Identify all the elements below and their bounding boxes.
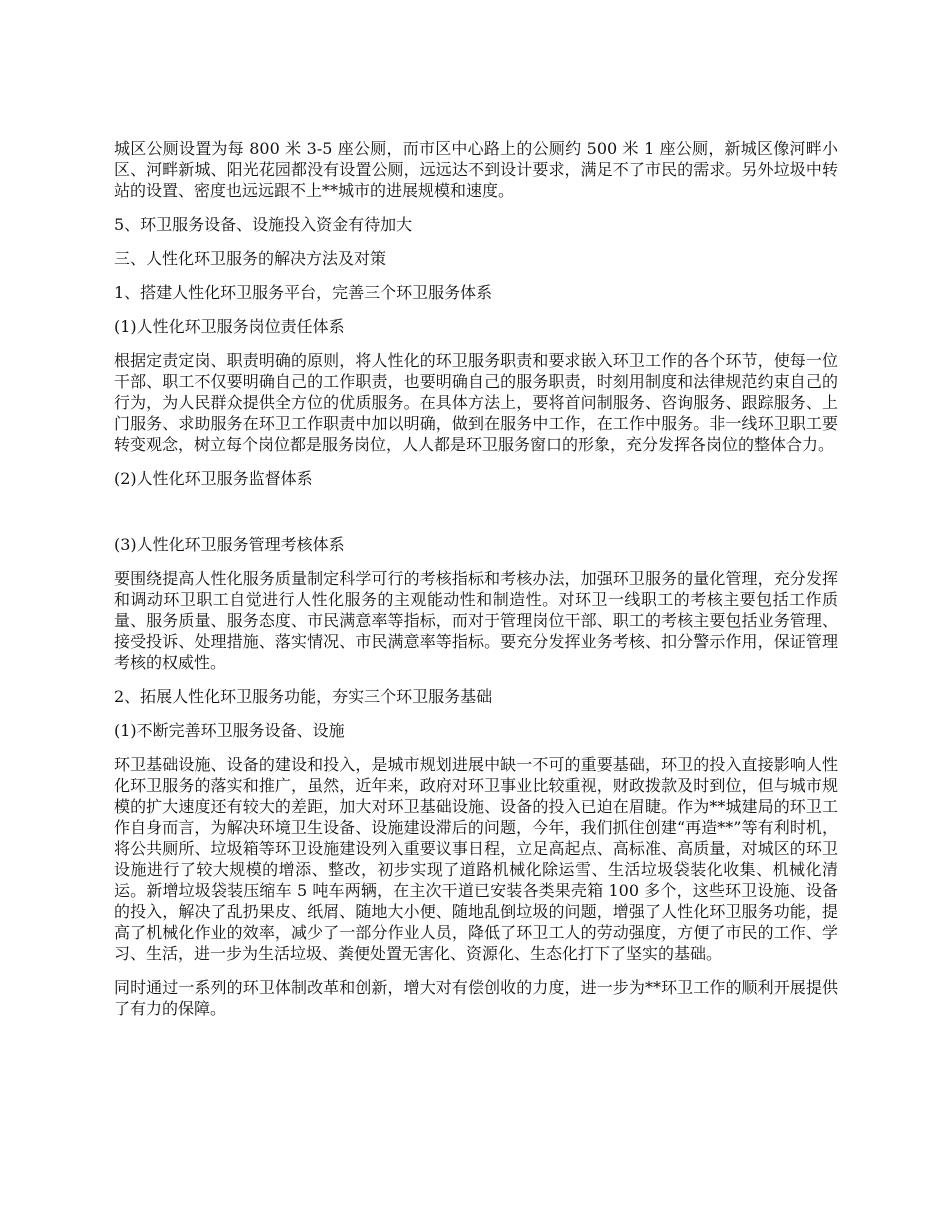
paragraph-public-toilets: 城区公厕设置为每 800 米 3-5 座公厕，而市区中心路上的公厕约 500 米 1 座公厕，新城区像河畔小区、河畔新城、阳光花园都没有设置公厕，远远达不到设计要求，满足不了市民的需求。另外垃圾中转站的设置、密度也远远跟不上**城市的进展规模和速度。 — [114, 139, 838, 200]
paragraph-responsibility: 根据定责定岗、职责明确的原则，将人性化的环卫服务职责和要求嵌入环卫工作的各个环节，使每一位干部、职工不仅要明确自己的工作职责，也要明确自己的服务职责，时刻用制度和法律规范约束自己的行为，为人民群众提供全方位的优质服务。在具体方法上，要将首问制服务、咨询服务、跟踪服务、上门服务、求助服务在环卫工作职责中加以明确，做到在服务中工作，在工作中服务。非一线环卫职工要转变观念，树立每个岗位都是服务岗位，人人都是环卫服务窗口的形象，充分发挥各岗位的整体合力。 — [114, 351, 838, 454]
heading-equipment: (1)不断完善环卫服务设备、设施 — [114, 721, 345, 740]
heading-supervision-system: (2)人性化环卫服务监督体系 — [114, 469, 313, 488]
heading-platform: 1、搭建人性化环卫服务平台，完善三个环卫服务体系 — [114, 283, 493, 302]
heading-service-functions: 2、拓展人性化环卫服务功能，夯实三个环卫服务基础 — [114, 687, 493, 706]
heading-section-three: 三、人性化环卫服务的解决方法及对策 — [114, 249, 387, 268]
heading-responsibility-system: (1)人性化环卫服务岗位责任体系 — [114, 317, 345, 336]
paragraph-reform: 同时通过一系列的环卫体制改革和创新，增大对有偿创收的力度，进一步为**环卫工作的顺利开展提供了有力的保障。 — [114, 978, 838, 1018]
paragraph-equipment: 环卫基础设施、设备的建设和投入，是城市规划进展中缺一不可的重要基础，环卫的投入直接影响人性化环卫服务的落实和推广，虽然，近年来，政府对环卫事业比较重视，财政拨款及时到位，但与城市规模的扩大速度还有较大的差距，加大对环卫基础设施、设备的投入已迫在眉睫。作为**城建局的环卫工作自身而言，为解决环境卫生设备、设施建设滞后的问题，今年，我们抓住创建“再造**”等有利时机，将公共厕所、垃圾箱等环卫设施建设列入重要议事日程，立足高起点、高标准、高质量，对城区的环卫设施进行了较大规模的增添、整改，初步实现了道路机械化除运雪、生活垃圾袋装化收集、机械化清运。新增垃圾袋装压缩车 5 吨车两辆，在主次干道已安装各类果壳箱 100 多个，这些环卫设施、设备的投入，解决了乱扔果皮、纸屑、随地大小便、随地乱倒垃圾的问题，增强了人性化环卫服务功能，提高了机械化作业的效率，减少了一部分作业人员，降低了环卫工人的劳动强度，方便了市民的工作、学习、生活，进一步为生活垃圾、粪便处置无害化、资源化、生态化打下了坚实的基础。 — [114, 755, 838, 963]
document-body — [114, 138, 838, 1032]
heading-funding: 5、环卫服务设备、设施投入资金有待加大 — [114, 215, 413, 234]
blank-space — [114, 502, 838, 534]
paragraph-assessment: 要围绕提高人性化服务质量制定科学可行的考核指标和考核办法，加强环卫服务的量化管理，充分发挥和调动环卫职工自觉进行人性化服务的主观能动性和制造性。对环卫一线职工的考核主要包括工作质量、服务质量、服务态度、市民满意率等指标，而对于管理岗位干部、职工的考核主要包括业务管理、接受投诉、处理措施、落实情况、市民满意率等指标。要充分发挥业务考核、扣分警示作用，保证管理考核的权威性。 — [114, 569, 838, 672]
heading-assessment-system: (3)人性化环卫服务管理考核体系 — [114, 535, 345, 554]
